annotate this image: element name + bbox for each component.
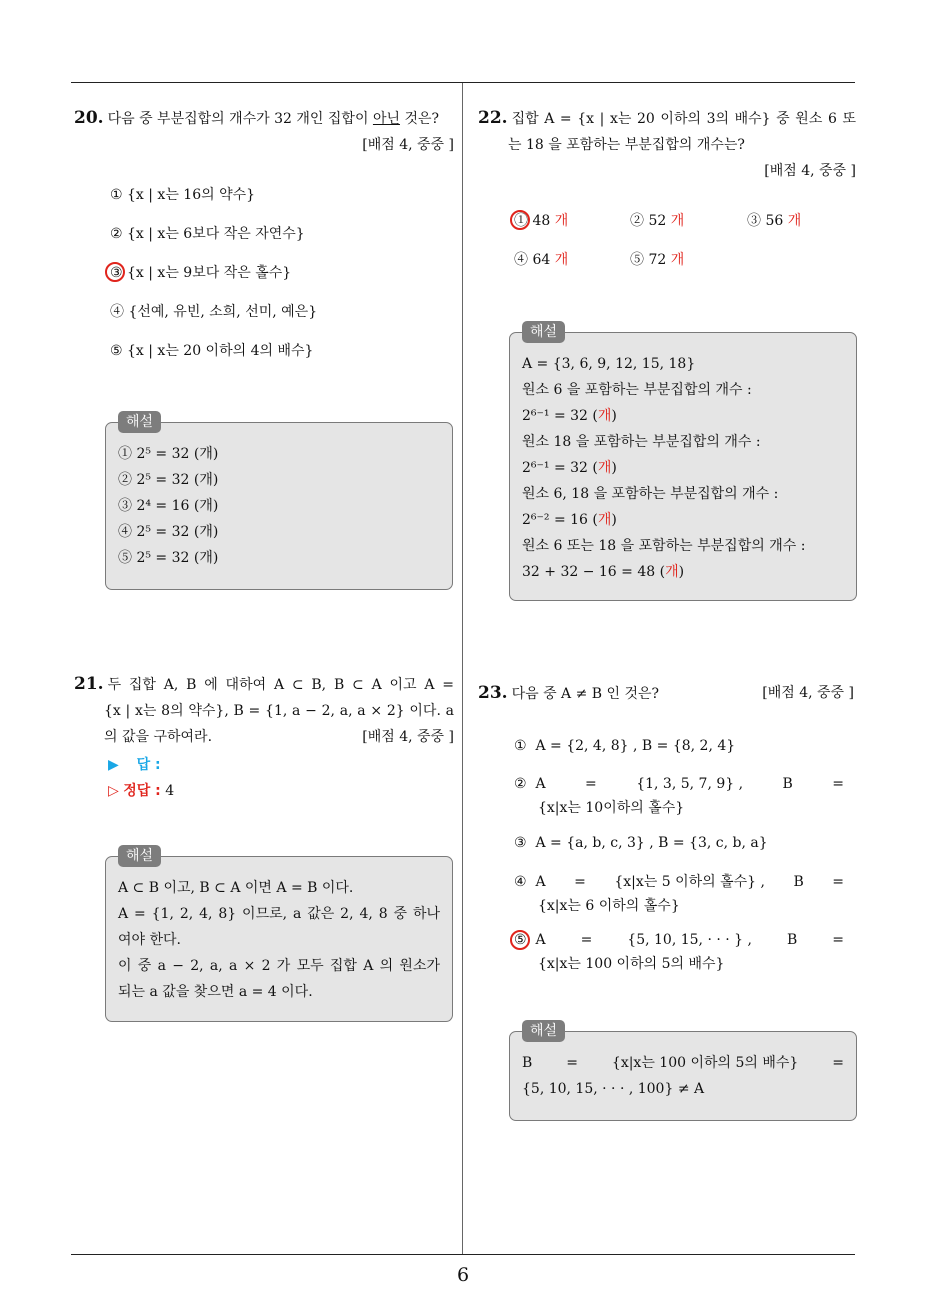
correct-label: 정답 : [123,783,161,799]
play-icon: ▶ [108,757,119,773]
q20-choice-5[interactable]: ⑤ {x | x는 20 이하의 4의 배수} [110,343,314,359]
explanation-line: 원소 6, 18 을 포함하는 부분집합의 개수 : [522,486,779,502]
explanation-line: 32 + 32 − 16 = 48 (개) [522,564,685,580]
q22-choice-5[interactable]: ⑤ 72 개 [630,252,685,268]
question-22-line-1: 22. 집합 A = {x | x는 20 이하의 3의 배수} 중 원소 6 또 [478,108,856,128]
question-23 [478,680,854,707]
q22-choice-2[interactable]: ② 52 개 [630,213,685,229]
q22-choice-4[interactable]: ④ 64 개 [514,252,569,268]
question-23-meta: [배점 4, 중중 ] [762,685,854,701]
question-number: 21. [74,674,104,694]
explanation-line: ⑤ 2⁵ = 32 (개) [118,550,219,566]
q22-choice-1[interactable]: ① 48 개 [514,213,569,229]
answer-label: 답 : [136,757,161,773]
explanation-line: 이 중 a − 2, a, a × 2 가 모두 집합 A 의 원소가 [118,958,440,974]
question-20-stem: 20. 다음 중 부분집합의 개수가 32 개인 집합이 아닌 것은? [74,108,440,128]
explanation-line: 원소 6 을 포함하는 부분집합의 개수 : [522,382,752,398]
question-21-line-2: {x | x는 8의 약수}, B = {1, a − 2, a, a × 2} 이다. a [104,703,454,719]
q20-choice-3[interactable]: ③ {x | x는 9보다 작은 홀수} [110,265,292,281]
q20-choice-1[interactable]: ① {x | x는 16의 약수} [110,187,256,203]
q21-correct-row [108,779,174,803]
explanation-label: 해설 [522,1020,565,1042]
q23-choice-5[interactable]: ⑤ A = {5, 10, 15, · · · } , B = {x|x는 100 이하의 5의 배수} [514,932,844,972]
explanation-line: 되는 a 값을 찾으면 a = 4 이다. [118,984,313,1000]
explanation-line: A = {1, 2, 4, 8} 이므로, a 값은 2, 4, 8 중 하나 [118,906,440,922]
correct-value: 4 [165,783,175,799]
q20-choice-4[interactable]: ④ {선예, 유빈, 소희, 선미, 예은} [110,304,318,320]
explanation-line: ② 2⁵ = 32 (개) [118,472,219,488]
explanation-line: ① 2⁵ = 32 (개) [118,446,219,462]
explanation-line: ③ 2⁴ = 16 (개) [118,498,219,514]
explanation-line: 여야 한다. [118,932,181,948]
explanation-line: 2⁶⁻¹ = 32 (개) [522,408,617,424]
q20-answer-circle [105,262,125,282]
explanation-line: A = {3, 6, 9, 12, 15, 18} [522,356,696,372]
q22-choice-3[interactable]: ③ 56 개 [747,213,802,229]
explanation-line: A ⊂ B 이고, B ⊂ A 이면 A = B 이다. [118,880,354,896]
explanation-line: 원소 18 을 포함하는 부분집합의 개수 : [522,434,761,450]
q23-choice-1[interactable]: ① A = {2, 4, 8} , B = {8, 2, 4} [514,738,736,754]
underlined-word: 아닌 [372,111,400,127]
q23-choice-2[interactable]: ② A = {1, 3, 5, 7, 9} , B = {x|x는 10이하의 홀수} [514,776,844,816]
question-22 [478,105,856,184]
question-20-meta: [배점 4, 중중 ] [362,137,454,153]
q21-explanation-box [105,848,453,1022]
question-21-meta: [배점 4, 중중 ] [362,729,454,745]
q22-answer-circle [510,210,530,230]
question-number: 20. [74,108,104,128]
q20-explanation-box [105,414,453,590]
explanation-line: 2⁶⁻² = 16 (개) [522,512,617,528]
q21-answer-row [108,753,161,777]
column-separator [462,83,463,1254]
q23-answer-circle [510,930,530,950]
explanation-label: 해설 [118,411,161,433]
q22-explanation-box [509,324,857,601]
q23-choice-4[interactable]: ④ A = {x|x는 5 이하의 홀수} , B = {x|x는 6 이하의 홀수} [514,874,844,914]
explanation-line: ④ 2⁵ = 32 (개) [118,524,219,540]
explanation-line: 원소 6 또는 18 을 포함하는 부분집합의 개수 : [522,538,806,554]
explanation-label: 해설 [522,321,565,343]
explanation-line: 2⁶⁻¹ = 32 (개) [522,460,617,476]
top-rule [71,82,855,83]
page-number: 6 [456,1264,470,1286]
question-22-meta: [배점 4, 중중 ] [764,163,856,179]
triangle-icon: ▷ [108,783,119,799]
question-number: 22. [478,108,508,128]
bottom-rule [71,1254,855,1255]
question-21 [74,671,454,750]
q23-choice-3[interactable]: ③ A = {a, b, c, 3} , B = {3, c, b, a} [514,835,768,851]
question-21-line-1: 21. 두 집합 A, B 에 대하여 A ⊂ B, B ⊂ A 이고 A = [74,674,454,694]
question-number: 23. [478,683,508,703]
question-23-stem: 23. 다음 중 A ≠ B 인 것은? [478,683,660,703]
explanation-label: 해설 [118,845,161,867]
question-22-line-2: 는 18 을 포함하는 부분집합의 개수는? [508,137,745,153]
q20-choice-2[interactable]: ② {x | x는 6보다 작은 자연수} [110,226,305,242]
question-21-line-3: 의 값을 구하여라. [배점 4, 중중 ] [74,724,454,750]
explanation-line: {5, 10, 15, · · · , 100} ≠ A [522,1081,705,1097]
question-20 [74,105,454,158]
explanation-line: B = {x|x는 100 이하의 5의 배수} = [522,1055,844,1071]
q23-explanation-box [509,1023,857,1121]
